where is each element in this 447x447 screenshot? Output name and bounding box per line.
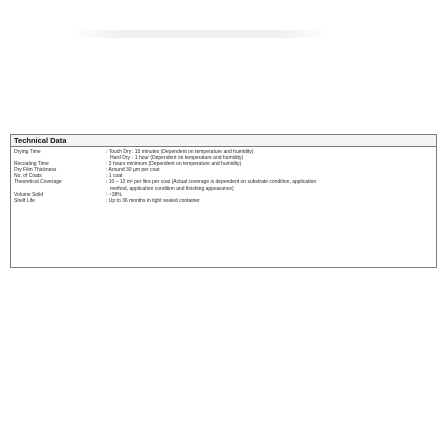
- touch-dry-key: : Touch Dry: [106, 149, 132, 155]
- row-label: Volume Solid: [14, 191, 44, 198]
- technical-data-table: [10, 134, 437, 268]
- table-row-shelf-life: [11, 198, 436, 204]
- table-body: [11, 147, 436, 204]
- row-label: Drying Time: [14, 149, 41, 155]
- row-label: No. of Coats: [14, 173, 42, 180]
- row-label: Recoating Time: [14, 161, 49, 168]
- coverage-line-1: : 10 – 12 m² per litre per coat (Actual coverage is dependent on substrate condition, application: [106, 179, 317, 186]
- table-header: [11, 135, 436, 147]
- row-label: Theoretical Coverage: [14, 179, 62, 186]
- hard-dry-value: : 1 hour (Dependent on temperature and humidity): [132, 155, 244, 162]
- coverage-line-2: method, application condition and finishing appearance): [110, 185, 234, 192]
- row-value: [106, 179, 436, 191]
- row-value: [106, 149, 436, 161]
- row-value: : 1 coat: [106, 173, 123, 180]
- row-label: Shelf Life: [14, 197, 35, 204]
- hard-dry-key: Hard Dry: [110, 155, 131, 162]
- table-row-theoretical-coverage: [11, 179, 436, 191]
- table-row-drying-time: [11, 149, 436, 161]
- row-value: : Around 30 µm per coat: [106, 167, 160, 174]
- row-value: : 2 hours minimum (Dependent on temperature and humidity): [106, 161, 242, 168]
- table-title: Technical Data: [14, 136, 67, 145]
- faded-header-text: [70, 30, 330, 38]
- touch-dry-value: : 15 minutes (Dependent on temperature and humidity): [132, 149, 254, 155]
- row-value: : ~38%: [106, 191, 122, 198]
- row-label: Dry Film Thickness: [14, 167, 57, 174]
- row-value: : Up to 36 months in tight sealed container: [106, 197, 200, 204]
